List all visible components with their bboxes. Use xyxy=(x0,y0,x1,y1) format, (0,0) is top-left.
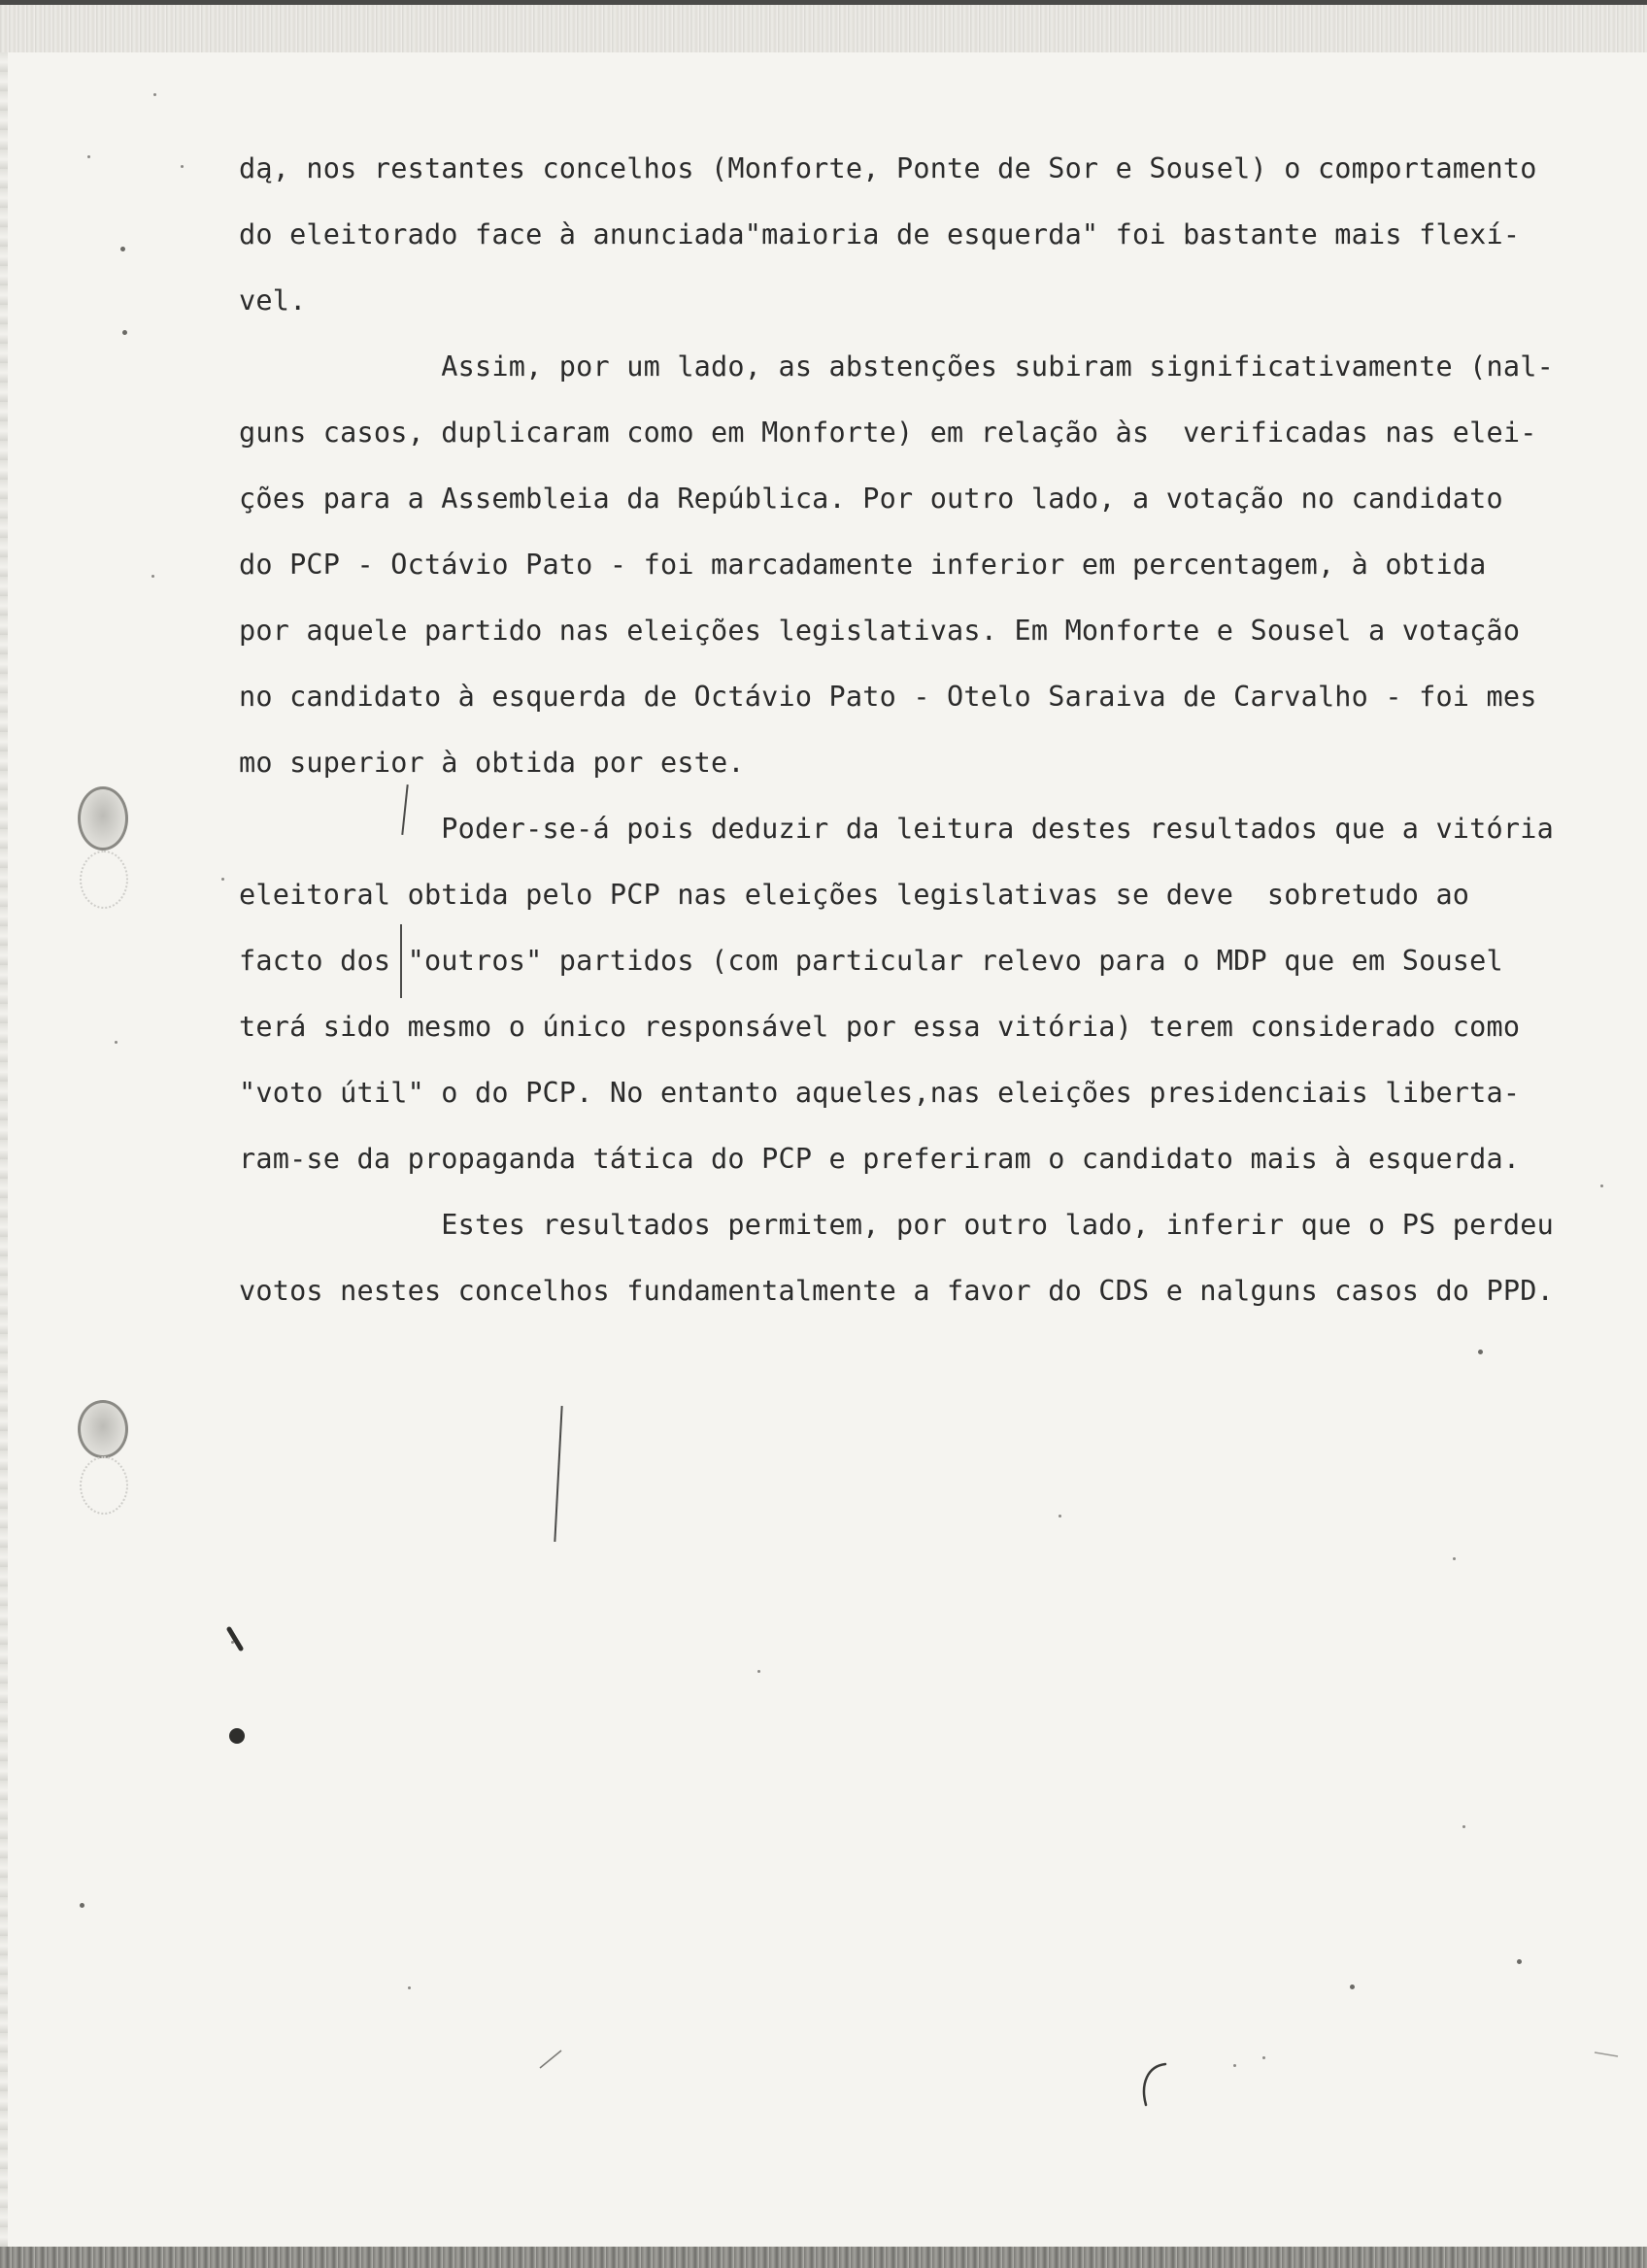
speck xyxy=(1262,2056,1265,2059)
speck xyxy=(151,575,154,578)
speck xyxy=(408,1986,411,1989)
punch-hole-shadow-top xyxy=(80,850,128,909)
speck xyxy=(115,1041,118,1044)
text-line: Poder-se-á pois deduzir da leitura destes resultados que a vitória xyxy=(239,813,1554,845)
speck xyxy=(1478,1350,1483,1354)
speck xyxy=(221,878,224,881)
punch-hole-shadow-bottom xyxy=(80,1456,128,1515)
scan-left-edge xyxy=(0,52,8,2247)
margin-pencil-stroke xyxy=(554,1406,562,1542)
document-body xyxy=(239,136,1618,1324)
punch-hole-bottom xyxy=(78,1400,128,1458)
text-line: mo superior à obtida por este. xyxy=(239,747,745,779)
speck xyxy=(181,165,184,168)
scan-bottom-edge xyxy=(0,2247,1647,2268)
text-line: ções para a Assembleia da República. Por outro lado, a votação no candidato xyxy=(239,483,1503,515)
speck xyxy=(153,93,156,96)
pencil-tick xyxy=(536,2045,575,2074)
text-line: votos nestes concelhos fundamentalmente a favor do CDS e nalguns casos do PPD. xyxy=(239,1275,1554,1307)
speck xyxy=(757,1670,760,1673)
text-line: "voto útil" o do PCP. No entanto aqueles,nas eleições presidenciais liberta- xyxy=(239,1077,1521,1109)
speck xyxy=(1462,1825,1465,1828)
speck xyxy=(1350,1984,1355,1989)
text-line: no candidato à esquerda de Octávio Pato - Otelo Saraiva de Carvalho - foi mes xyxy=(239,681,1537,713)
speck xyxy=(1453,1557,1456,1560)
pencil-dash xyxy=(1593,2045,1631,2064)
ink-blot-1 xyxy=(223,1619,262,1678)
text-line: dą, nos restantes concelhos (Monforte, Ponte de Sor e Sousel) o comportamento xyxy=(239,152,1537,184)
speck xyxy=(122,330,127,335)
text-line: do PCP - Octávio Pato - foi marcadamente inferior em percentagem, à obtida xyxy=(239,549,1487,581)
text-line: Estes resultados permitem, por outro lado, inferir que o PS perdeu xyxy=(239,1209,1554,1241)
text-line: do eleitorado face à anunciada"maioria de esquerda" foi bastante mais flexí- xyxy=(239,218,1521,250)
text-line: terá sido mesmo o único responsável por essa vitória) terem considerado como xyxy=(239,1011,1521,1043)
speck xyxy=(1059,1515,1061,1518)
pencil-curl xyxy=(1134,2054,1193,2113)
text-line: vel. xyxy=(239,284,307,317)
text-line: facto dos "outros" partidos (com particular relevo para o MDP que em Sousel xyxy=(239,945,1503,977)
scan-top-edge xyxy=(0,0,1647,52)
speck xyxy=(80,1903,84,1908)
scan-top-border xyxy=(0,0,1647,5)
punch-hole-top xyxy=(78,786,128,850)
text-line: eleitoral obtida pelo PCP nas eleições legislativas se deve sobretudo ao xyxy=(239,879,1470,911)
speck xyxy=(1517,1959,1522,1964)
text-line: ram-se da propaganda tática do PCP e preferiram o candidato mais à esquerda. xyxy=(239,1143,1521,1175)
ink-blot-2 xyxy=(223,1718,262,1757)
speck xyxy=(87,155,90,158)
text-line: guns casos, duplicaram como em Monforte) em relação às verificadas nas elei- xyxy=(239,417,1537,449)
text-line: por aquele partido nas eleições legislativas. Em Monforte e Sousel a votação xyxy=(239,615,1521,647)
speck xyxy=(120,247,125,251)
speck xyxy=(1233,2064,1236,2067)
text-line: Assim, por um lado, as abstenções subiram significativamente (nal- xyxy=(239,350,1554,383)
